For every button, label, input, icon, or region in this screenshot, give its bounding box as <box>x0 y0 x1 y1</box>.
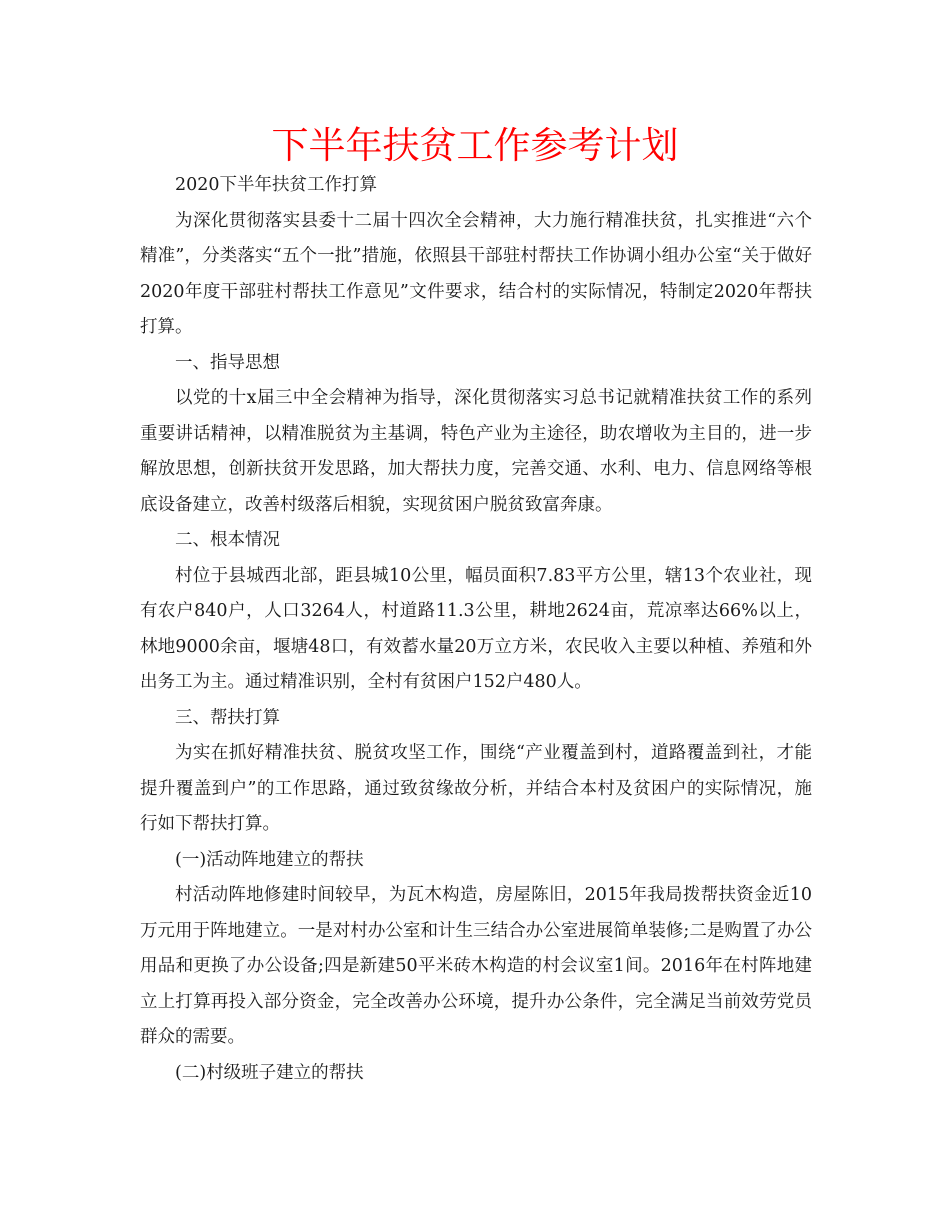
document-body <box>140 168 812 1091</box>
section-heading-guiding-ideology: 一、指导思想 <box>175 352 280 373</box>
subtitle-paragraph: 2020下半年扶贫工作打算 <box>175 175 378 195</box>
subsection-heading-village-team: (二)村级班子建立的帮扶 <box>175 1062 364 1083</box>
activity-site-paragraph: 村活动阵地修建时间较早，为瓦木构造，房屋陈旧，2015年我局拨帮扶资金近10万元用于阵地建立。一是对村办公室和计生三结合办公室进展简单装修;二是购置了办公用品和更换了办公设备;四是新建50平米砖木构造的村会议室1间。2016年在村阵地建立上打算再投入部分资金，完全改善办公环境，提升办公条件，完全满足当前效劳党员群众的需要。 <box>140 885 812 1047</box>
guiding-ideology-paragraph: 以党的十x届三中全会精神为指导，深化贯彻落实习总书记就精准扶贫工作的系列重要讲话精神，以精准脱贫为主基调，特色产业为主途径，助农增收为主目的，进一步解放思想，创新扶贫开发思路，加大帮扶力度，完善交通、水利、电力、信息网络等根底设备建立，改善村级落后相貌，实现贫困户脱贫致富奔康。 <box>140 388 812 515</box>
subsection-heading-activity-site: (一)活动阵地建立的帮扶 <box>175 849 364 870</box>
intro-paragraph: 为深化贯彻落实县委十二届十四次全会精神，大力施行精准扶贫，扎实推进“六个精准”，分类落实“五个一批”措施，依照县干部驻村帮扶工作协调小组办公室“关于做好2020年度干部驻村帮扶工作意见”文件要求，结合村的实际情况，特制定2020年帮扶打算。 <box>140 210 812 337</box>
document-title: 下半年扶贫工作参考计划 <box>271 124 679 167</box>
section-heading-assistance-plan: 三、帮扶打算 <box>175 707 280 728</box>
assistance-plan-paragraph: 为实在抓好精准扶贫、脱贫攻坚工作，围绕“产业覆盖到村，道路覆盖到社，才能提升覆盖到户”的工作思路，通过致贫缘故分析，并结合本村及贫困户的实际情况，施行如下帮扶打算。 <box>140 743 812 834</box>
section-heading-basic-situation: 二、根本情况 <box>175 530 280 550</box>
basic-situation-paragraph: 村位于县城西北部，距县城10公里，幅员面积7.83平方公里，辖13个农业社，现有农户840户，人口3264人，村道路11.3公里，耕地2624亩，荒凉率达66%以上，林地9000余亩，堰塘48口，有效蓄水量20万立方米，农民收入主要以种植、养殖和外出务工为主。通过精准识别，全村有贫困户152户480人。 <box>140 565 812 692</box>
